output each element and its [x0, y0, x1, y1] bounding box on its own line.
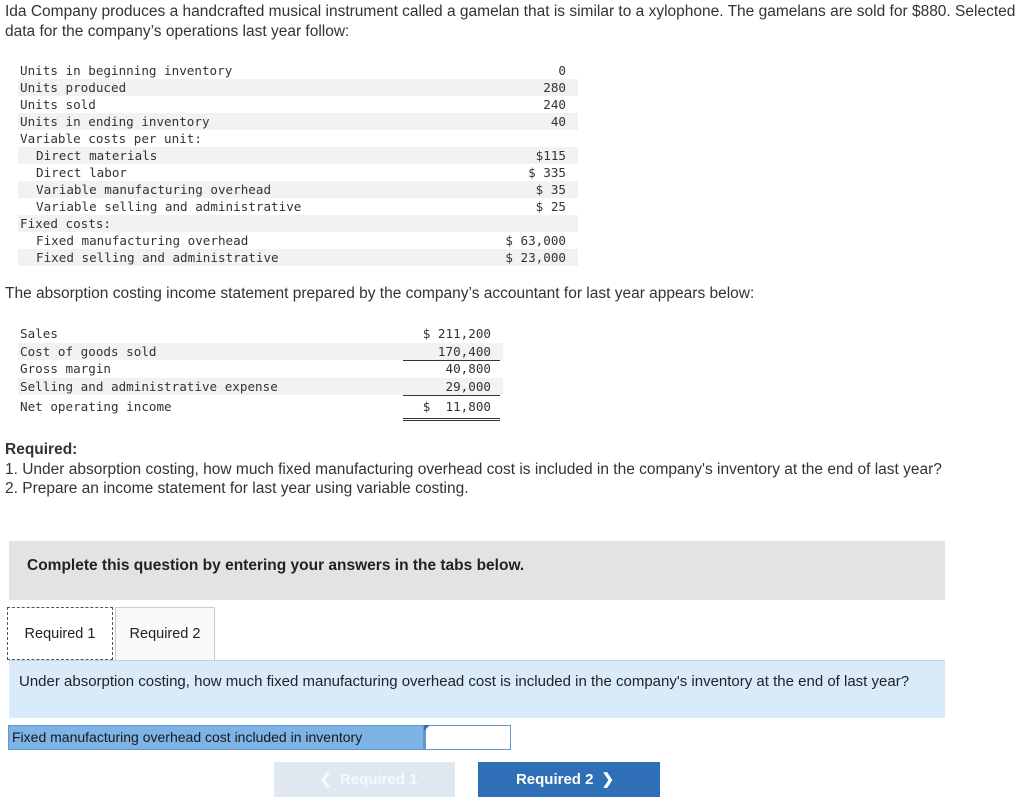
row-label: Units in beginning inventory: [20, 63, 233, 78]
table-row: [18, 113, 578, 130]
row-label: Fixed costs:: [20, 216, 111, 231]
row-label: Direct labor: [36, 165, 127, 180]
tab-required-2[interactable]: Required 2: [115, 607, 215, 660]
statement-intro: The absorption costing income statement prepared by the company’s accountant for last year appears below:: [5, 285, 755, 302]
row-value: 170,400: [437, 343, 491, 359]
row-label: Net operating income: [20, 399, 172, 414]
chevron-right-icon: ❯: [601, 771, 615, 788]
required-heading: Required:: [5, 441, 78, 458]
table-row: [18, 395, 503, 417]
banner-text: Complete this question by entering your answers in the tabs below.: [27, 557, 525, 574]
table-row: [18, 130, 578, 147]
instructions-banner: [9, 541, 945, 600]
table-row: [18, 378, 503, 396]
table-row: [18, 181, 578, 198]
problem-intro: Ida Company produces a handcrafted musical instrument called a gamelan that is similar to a xylophone. The gamelans are sold for $880. Selected data for the company’s operations last year follow:: [5, 3, 1016, 40]
row-label: Fixed manufacturing overhead: [36, 233, 249, 248]
row-value: $115: [535, 148, 566, 163]
data-table: [18, 62, 578, 266]
row-label: Cost of goods sold: [20, 343, 157, 359]
question-text: Under absorption costing, how much fixed manufacturing overhead cost is included in the company's inventory at the end of last year?: [19, 673, 910, 690]
row-label: Gross margin: [20, 361, 111, 376]
table-row: [18, 249, 578, 266]
required-item-2: 2. Prepare an income statement for last year using variable costing.: [5, 480, 469, 497]
row-value: 40,800: [445, 361, 491, 376]
table-row: [18, 325, 503, 343]
question-panel: [9, 660, 945, 718]
table-row: [18, 343, 503, 361]
required-section: [5, 440, 1020, 499]
answer-input[interactable]: [424, 725, 511, 750]
row-value: $ 63,000: [505, 233, 566, 248]
next-button[interactable]: [478, 762, 660, 797]
income-statement: [18, 325, 503, 417]
table-row: [18, 164, 578, 181]
row-value: 40: [550, 114, 566, 129]
table-row: [18, 96, 578, 113]
row-value: $ 25: [535, 199, 566, 214]
row-value: 240: [543, 97, 566, 112]
table-row: [18, 360, 503, 378]
chevron-left-icon: ❮: [319, 771, 333, 788]
row-label: Direct materials: [36, 148, 158, 163]
required-item-1: 1. Under absorption costing, how much fixed manufacturing overhead cost is included in the company's inventory at the end of last year?: [5, 460, 942, 478]
row-label: Units in ending inventory: [20, 114, 210, 129]
prev-button[interactable]: [274, 762, 455, 797]
row-label: Sales: [20, 326, 58, 341]
row-value: 29,000: [445, 378, 491, 394]
table-row: [18, 79, 578, 96]
table-row: [18, 62, 578, 79]
answer-label: Fixed manufacturing overhead cost included in inventory: [8, 725, 424, 750]
table-row: [18, 215, 578, 232]
row-value: $ 211,200: [422, 326, 491, 341]
row-label: Selling and administrative expense: [20, 378, 278, 394]
row-value: $ 335: [528, 165, 566, 180]
prev-button-label: Required 1: [340, 771, 418, 788]
row-label: Units sold: [20, 97, 96, 112]
input-corner-marker: [424, 725, 430, 731]
row-label: Fixed selling and administrative: [36, 250, 279, 265]
row-label: Units produced: [20, 80, 127, 95]
row-value: 0: [558, 63, 566, 78]
table-row: [18, 232, 578, 249]
row-value: $ 23,000: [505, 250, 566, 265]
row-value: $ 11,800: [422, 399, 491, 414]
row-label: Variable costs per unit:: [20, 131, 202, 146]
row-value: $ 35: [535, 182, 566, 197]
table-row: [18, 147, 578, 164]
tab-required-1[interactable]: Required 1: [7, 607, 113, 660]
row-label: Variable selling and administrative: [36, 199, 302, 214]
next-button-label: Required 2: [515, 771, 594, 788]
table-row: [18, 198, 578, 215]
row-label: Variable manufacturing overhead: [36, 182, 272, 197]
row-value: 280: [543, 80, 566, 95]
